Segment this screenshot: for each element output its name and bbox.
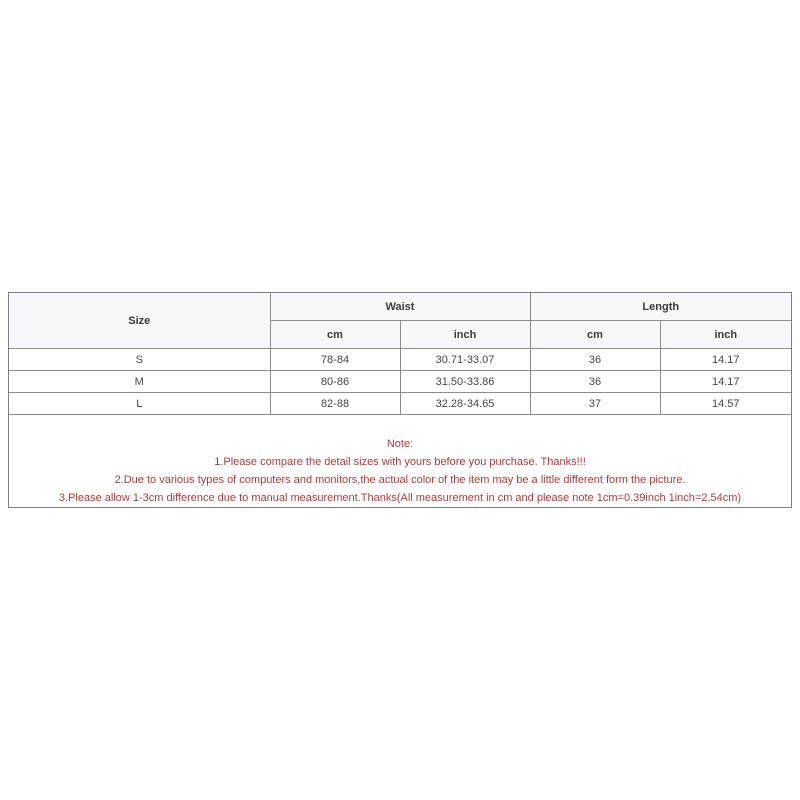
length-cm-header: cm — [530, 321, 660, 349]
size-cell: L — [9, 393, 270, 415]
header-row-groups — [9, 293, 791, 321]
waist-inch-cell: 30.71-33.07 — [400, 349, 530, 371]
note-title: Note: — [386, 438, 414, 450]
waist-cm-cell: 82-88 — [270, 393, 400, 415]
size-table — [9, 293, 791, 415]
notes-section — [9, 435, 791, 507]
waist-header: Waist — [270, 293, 530, 321]
length-cm-cell: 36 — [530, 371, 660, 393]
length-inch-cell: 14.57 — [660, 393, 791, 415]
waist-inch-header: inch — [400, 321, 530, 349]
table-row — [9, 371, 791, 393]
length-cm-cell: 36 — [530, 349, 660, 371]
size-chart — [8, 292, 792, 508]
waist-cm-header: cm — [270, 321, 400, 349]
waist-cm-cell: 80-86 — [270, 371, 400, 393]
waist-inch-cell: 31.50-33.86 — [400, 371, 530, 393]
table-row — [9, 349, 791, 371]
size-header: Size — [9, 293, 270, 349]
waist-cm-cell: 78-84 — [270, 349, 400, 371]
note-line-3: 3.Please allow 1-3cm difference due to manual measurement.Thanks(All measurement in cm and please note 1cm=0.39inch 1inch=2.54cm) — [58, 492, 742, 504]
length-cm-cell: 37 — [530, 393, 660, 415]
table-row — [9, 393, 791, 415]
note-line-2: 2.Due to various types of computers and monitors,the actual color of the item may be a little different form the picture. — [114, 474, 686, 486]
length-header: Length — [530, 293, 791, 321]
length-inch-cell: 14.17 — [660, 371, 791, 393]
note-line-1: 1.Please compare the detail sizes with yours before you purchase. Thanks!!! — [214, 456, 586, 468]
waist-inch-cell: 32.28-34.65 — [400, 393, 530, 415]
length-inch-header: inch — [660, 321, 791, 349]
size-cell: M — [9, 371, 270, 393]
length-inch-cell: 14.17 — [660, 349, 791, 371]
size-cell: S — [9, 349, 270, 371]
